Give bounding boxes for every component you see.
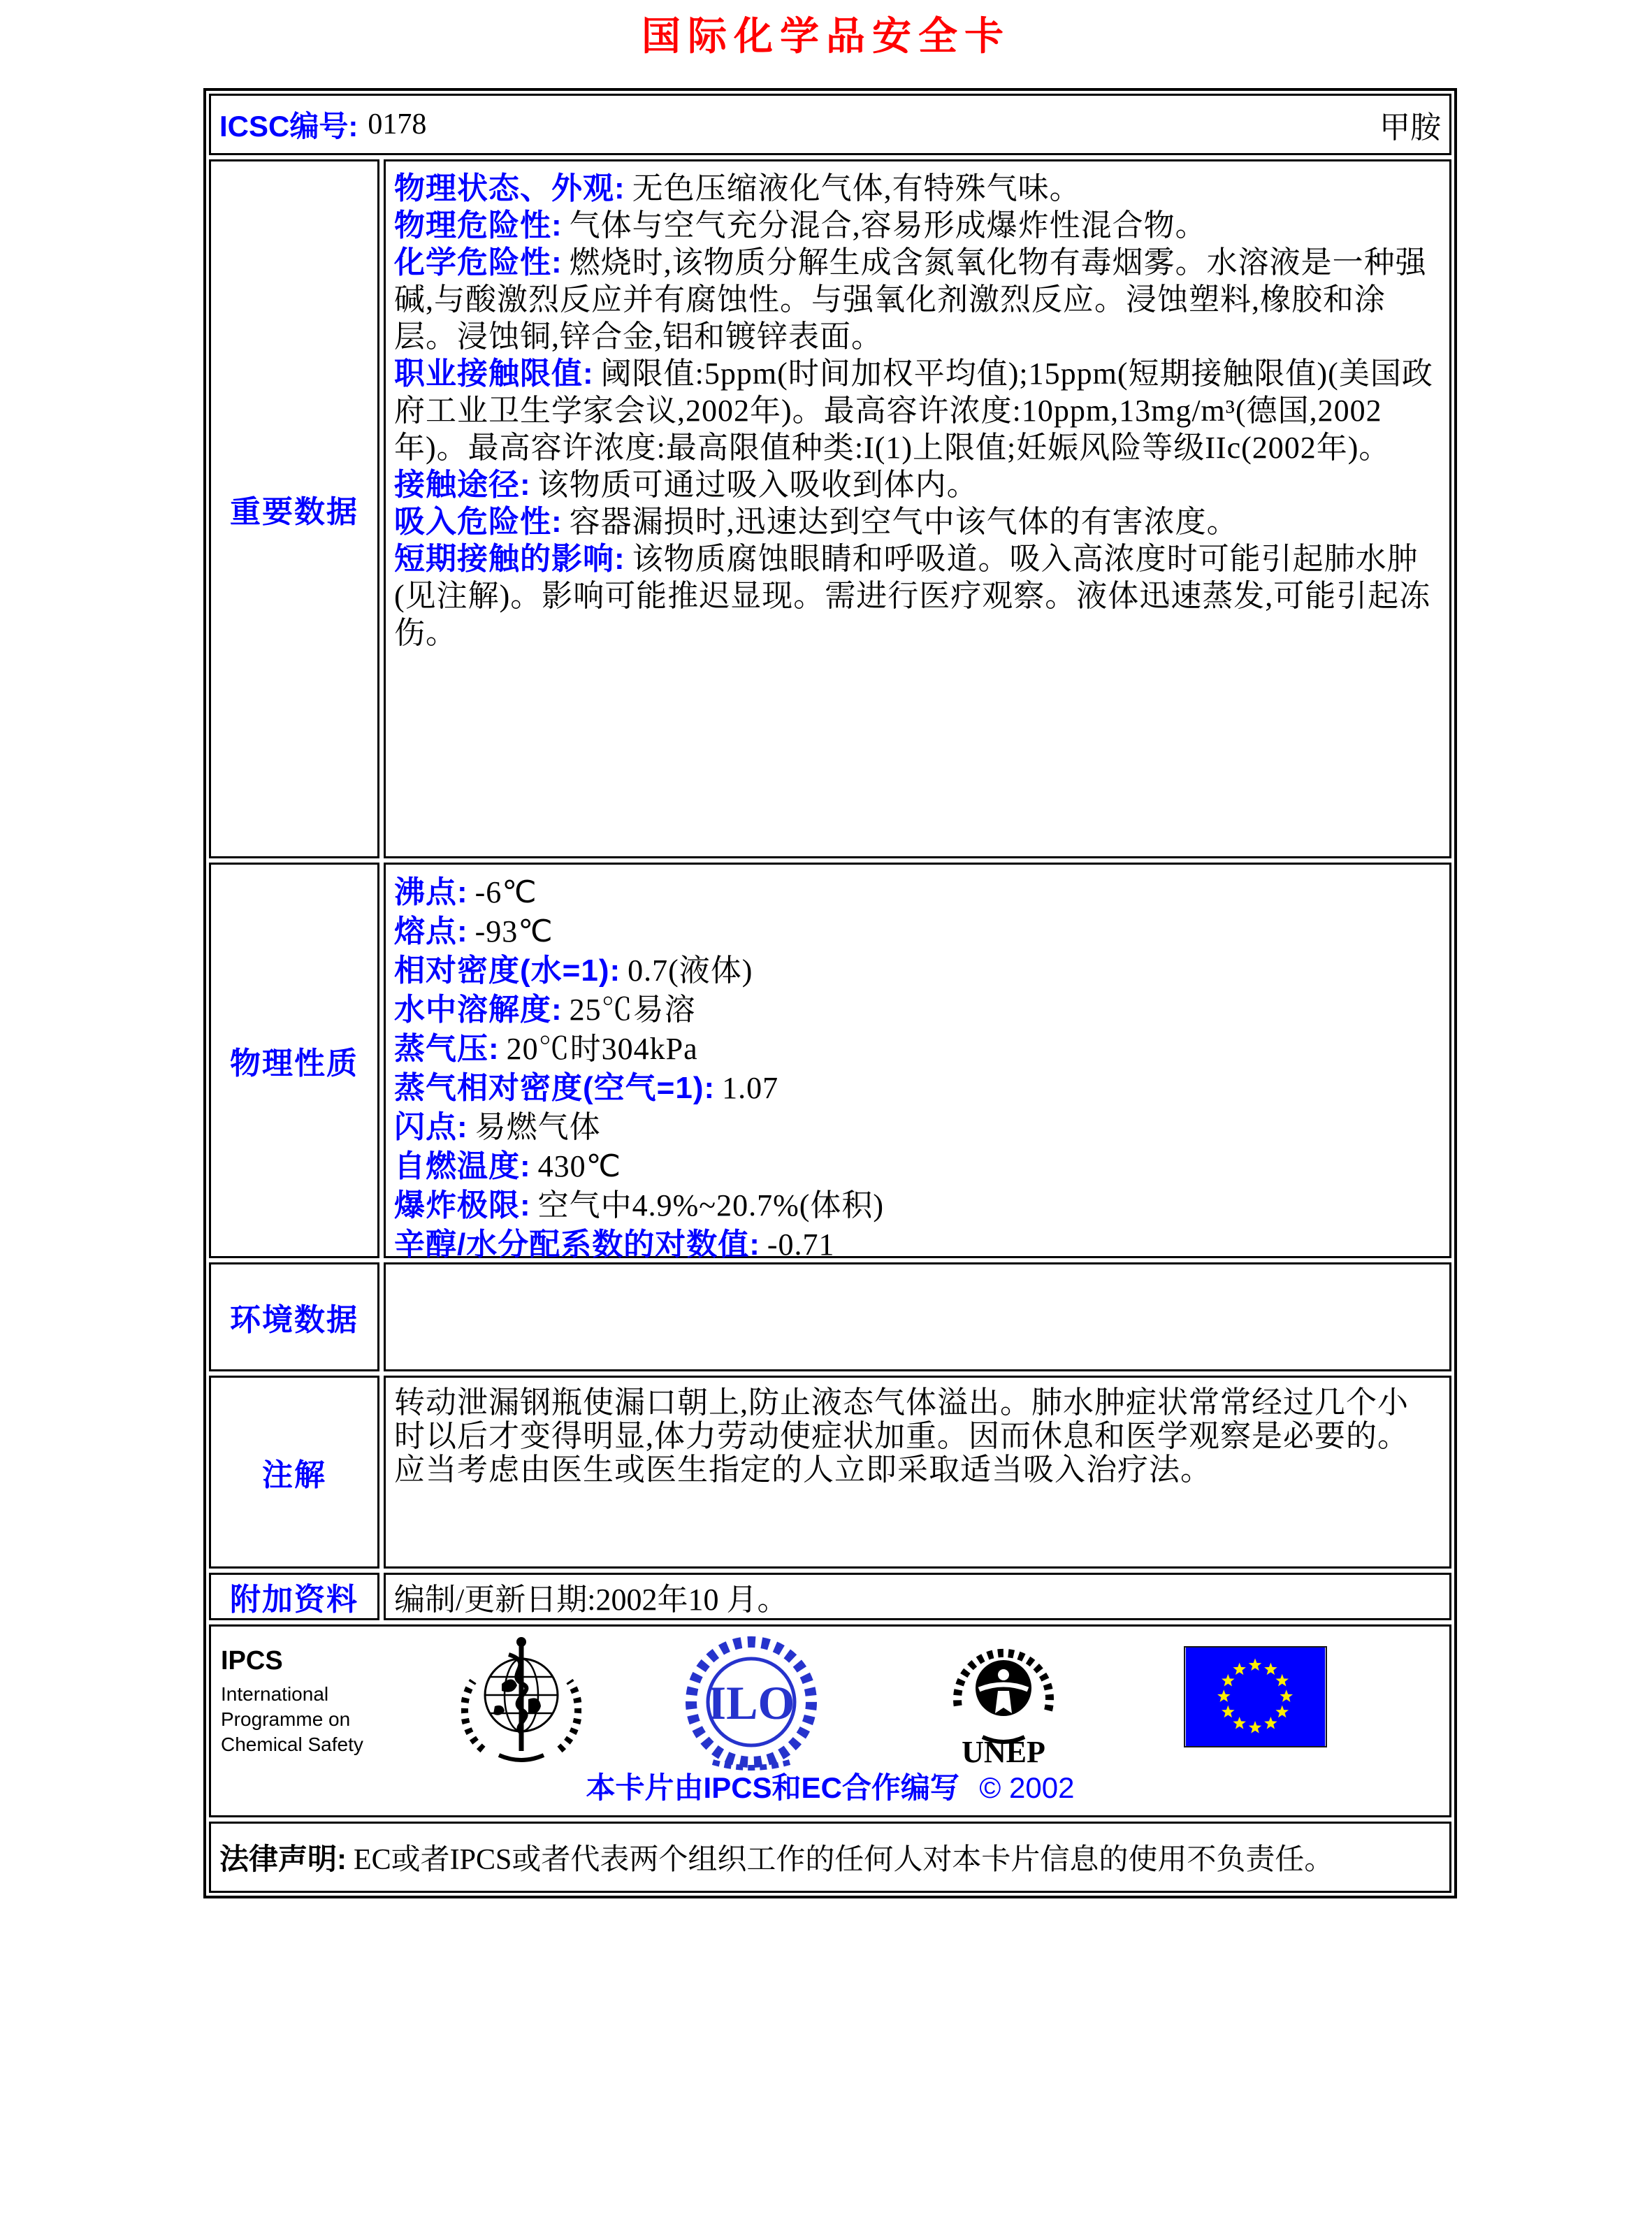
physical-line [394,1147,1438,1186]
field-value: 该物质腐蚀眼睛和呼吸道。吸入高浓度时可能引起肺水肿(见注解)。影响可能推迟显现。需进行医疗观察。液体迅速蒸发,可能引起冻伤。 [394,542,1431,650]
ilo-letters: ILO [707,1676,795,1729]
row-label-environment: 环境数据 [209,1262,379,1371]
field-value: -93℃ [474,914,553,949]
field-value: 易燃气体 [474,1110,601,1144]
environmental-data-content [384,1262,1451,1371]
notes-row [209,1376,1451,1569]
physical-properties-content [384,863,1451,1262]
ipcs-text-block [221,1646,363,1757]
physical-line [394,1186,1438,1225]
legal-row [209,1822,1451,1893]
additional-info-content: 编制/更新日期:2002年10 月。 [384,1573,1451,1620]
field-value: 20℃时304kPa [506,1032,698,1066]
ipcs-line: International [221,1683,329,1705]
important-line [394,355,1438,466]
field-label: 沸点: [394,875,468,909]
important-line [394,207,1438,244]
important-line [394,466,1438,503]
physical-line [394,1030,1438,1069]
important-line [394,244,1438,355]
header-cell [209,94,1451,155]
important-line [394,170,1438,207]
field-value: 430℃ [537,1149,622,1183]
legal-cell [209,1822,1451,1893]
field-value: 气体与空气充分混合,容易形成爆炸性混合物。 [569,208,1207,243]
unep-letters: UNEP [962,1735,1045,1768]
physical-line [394,1225,1438,1264]
icsc-number-label: ICSC编号: [219,110,358,143]
important-data-row [209,159,1451,858]
page-title: 国际化学品安全卡 [642,14,1010,58]
copyright-text: © 2002 [979,1771,1075,1804]
physical-properties-row [209,863,1451,1262]
field-value: 该物质可通过吸入吸收到体内。 [537,468,978,502]
field-value: 0.7(液体) [628,953,753,988]
ipcs-line: Programme on [221,1708,351,1730]
header-row [209,94,1451,155]
field-label: 相对密度(水=1): [394,953,621,988]
field-value: 无色压缩液化气体,有特殊气味。 [632,171,1081,206]
field-value: 阈限值:5ppm(时间加权平均值);15ppm(短期接触限值)(美国政府工业卫生学家会议,2002年)。最高容许浓度:10ppm,13mg/m³(德国,2002年)。最高容许浓度:最高限值种类:I(1)上限值;妊娠风险等级IIc(2002年)。 [394,356,1433,465]
row-label-additional: 附加资料 [209,1573,379,1620]
unep-icon [942,1634,1065,1768]
important-line [394,503,1438,540]
safety-card [203,88,1457,1898]
field-label: 爆炸极限: [394,1188,531,1223]
field-label: 接触途径: [394,468,531,502]
field-label: 短期接触的影响: [394,542,625,576]
row-label-notes: 注解 [209,1376,379,1569]
physical-line [394,951,1438,990]
who-icon [461,1634,581,1771]
caption-text: 本卡片由IPCS和EC合作编写 [586,1771,959,1804]
field-value: 燃烧时,该物质分解生成含氮氧化物有毒烟雾。水溶液是一种强碱,与酸激烈反应并有腐蚀性。与强氧化剂激烈反应。浸蚀塑料,橡胶和涂层。浸蚀铜,锌合金,铝和镀锌表面。 [394,245,1427,354]
field-label: 自燃温度: [394,1149,531,1183]
ilo-icon [679,1632,823,1776]
field-label: 物理状态、外观: [394,171,625,206]
ipcs-line: Chemical Safety [221,1733,363,1755]
physical-line [394,873,1438,912]
row-label-physical: 物理性质 [209,863,379,1258]
physical-line [394,1108,1438,1147]
field-label: 闪点: [394,1110,468,1144]
field-label: 水中溶解度: [394,993,563,1027]
chemical-name: 甲胺 [1379,110,1441,145]
eu-flag-icon [1184,1646,1327,1747]
logos-row [209,1624,1451,1817]
field-value: 容器漏损时,迅速达到空气中该气体的有害浓度。 [569,505,1238,539]
cooperation-caption [211,1765,1449,1807]
field-value: -0.71 [767,1227,835,1262]
ipcs-acronym: IPCS [221,1646,283,1675]
important-line [394,540,1438,651]
field-label: 化学危险性: [394,245,563,280]
notes-content: 转动泄漏钢瓶使漏口朝上,防止液态气体溢出。肺水肿症状常常经过几个小时以后才变得明显,体力劳动使症状加重。因而休息和医学观察是必要的。应当考虑由医生或医生指定的人立即采取适当吸入治疗法。 [384,1376,1451,1569]
additional-info-row [209,1573,1451,1620]
physical-line [394,912,1438,951]
field-label: 蒸气相对密度(空气=1): [394,1071,716,1105]
logos-cell [209,1624,1451,1817]
field-value: 1.07 [722,1071,779,1105]
field-value: 空气中4.9%~20.7%(体积) [537,1188,885,1223]
physical-line [394,1069,1438,1108]
important-data-content [384,159,1451,858]
field-value: 25℃易溶 [569,993,696,1027]
field-value: -6℃ [474,875,537,909]
legal-text: EC或者IPCS或者代表两个组织工作的任何人对本卡片信息的使用不负责任。 [354,1844,1334,1876]
field-label: 吸入危险性: [394,505,563,539]
field-label: 熔点: [394,914,468,949]
field-label: 辛醇/水分配系数的对数值: [394,1227,760,1262]
field-label: 职业接触限值: [394,356,594,391]
field-label: 物理危险性: [394,208,563,243]
icsc-number-value: 0178 [368,108,427,140]
legal-label: 法律声明: [219,1843,347,1875]
environmental-data-row [209,1262,1451,1371]
field-label: 蒸气压: [394,1032,500,1066]
physical-line [394,990,1438,1030]
row-label-important: 重要数据 [209,159,379,858]
icsc-number-group [219,103,426,145]
